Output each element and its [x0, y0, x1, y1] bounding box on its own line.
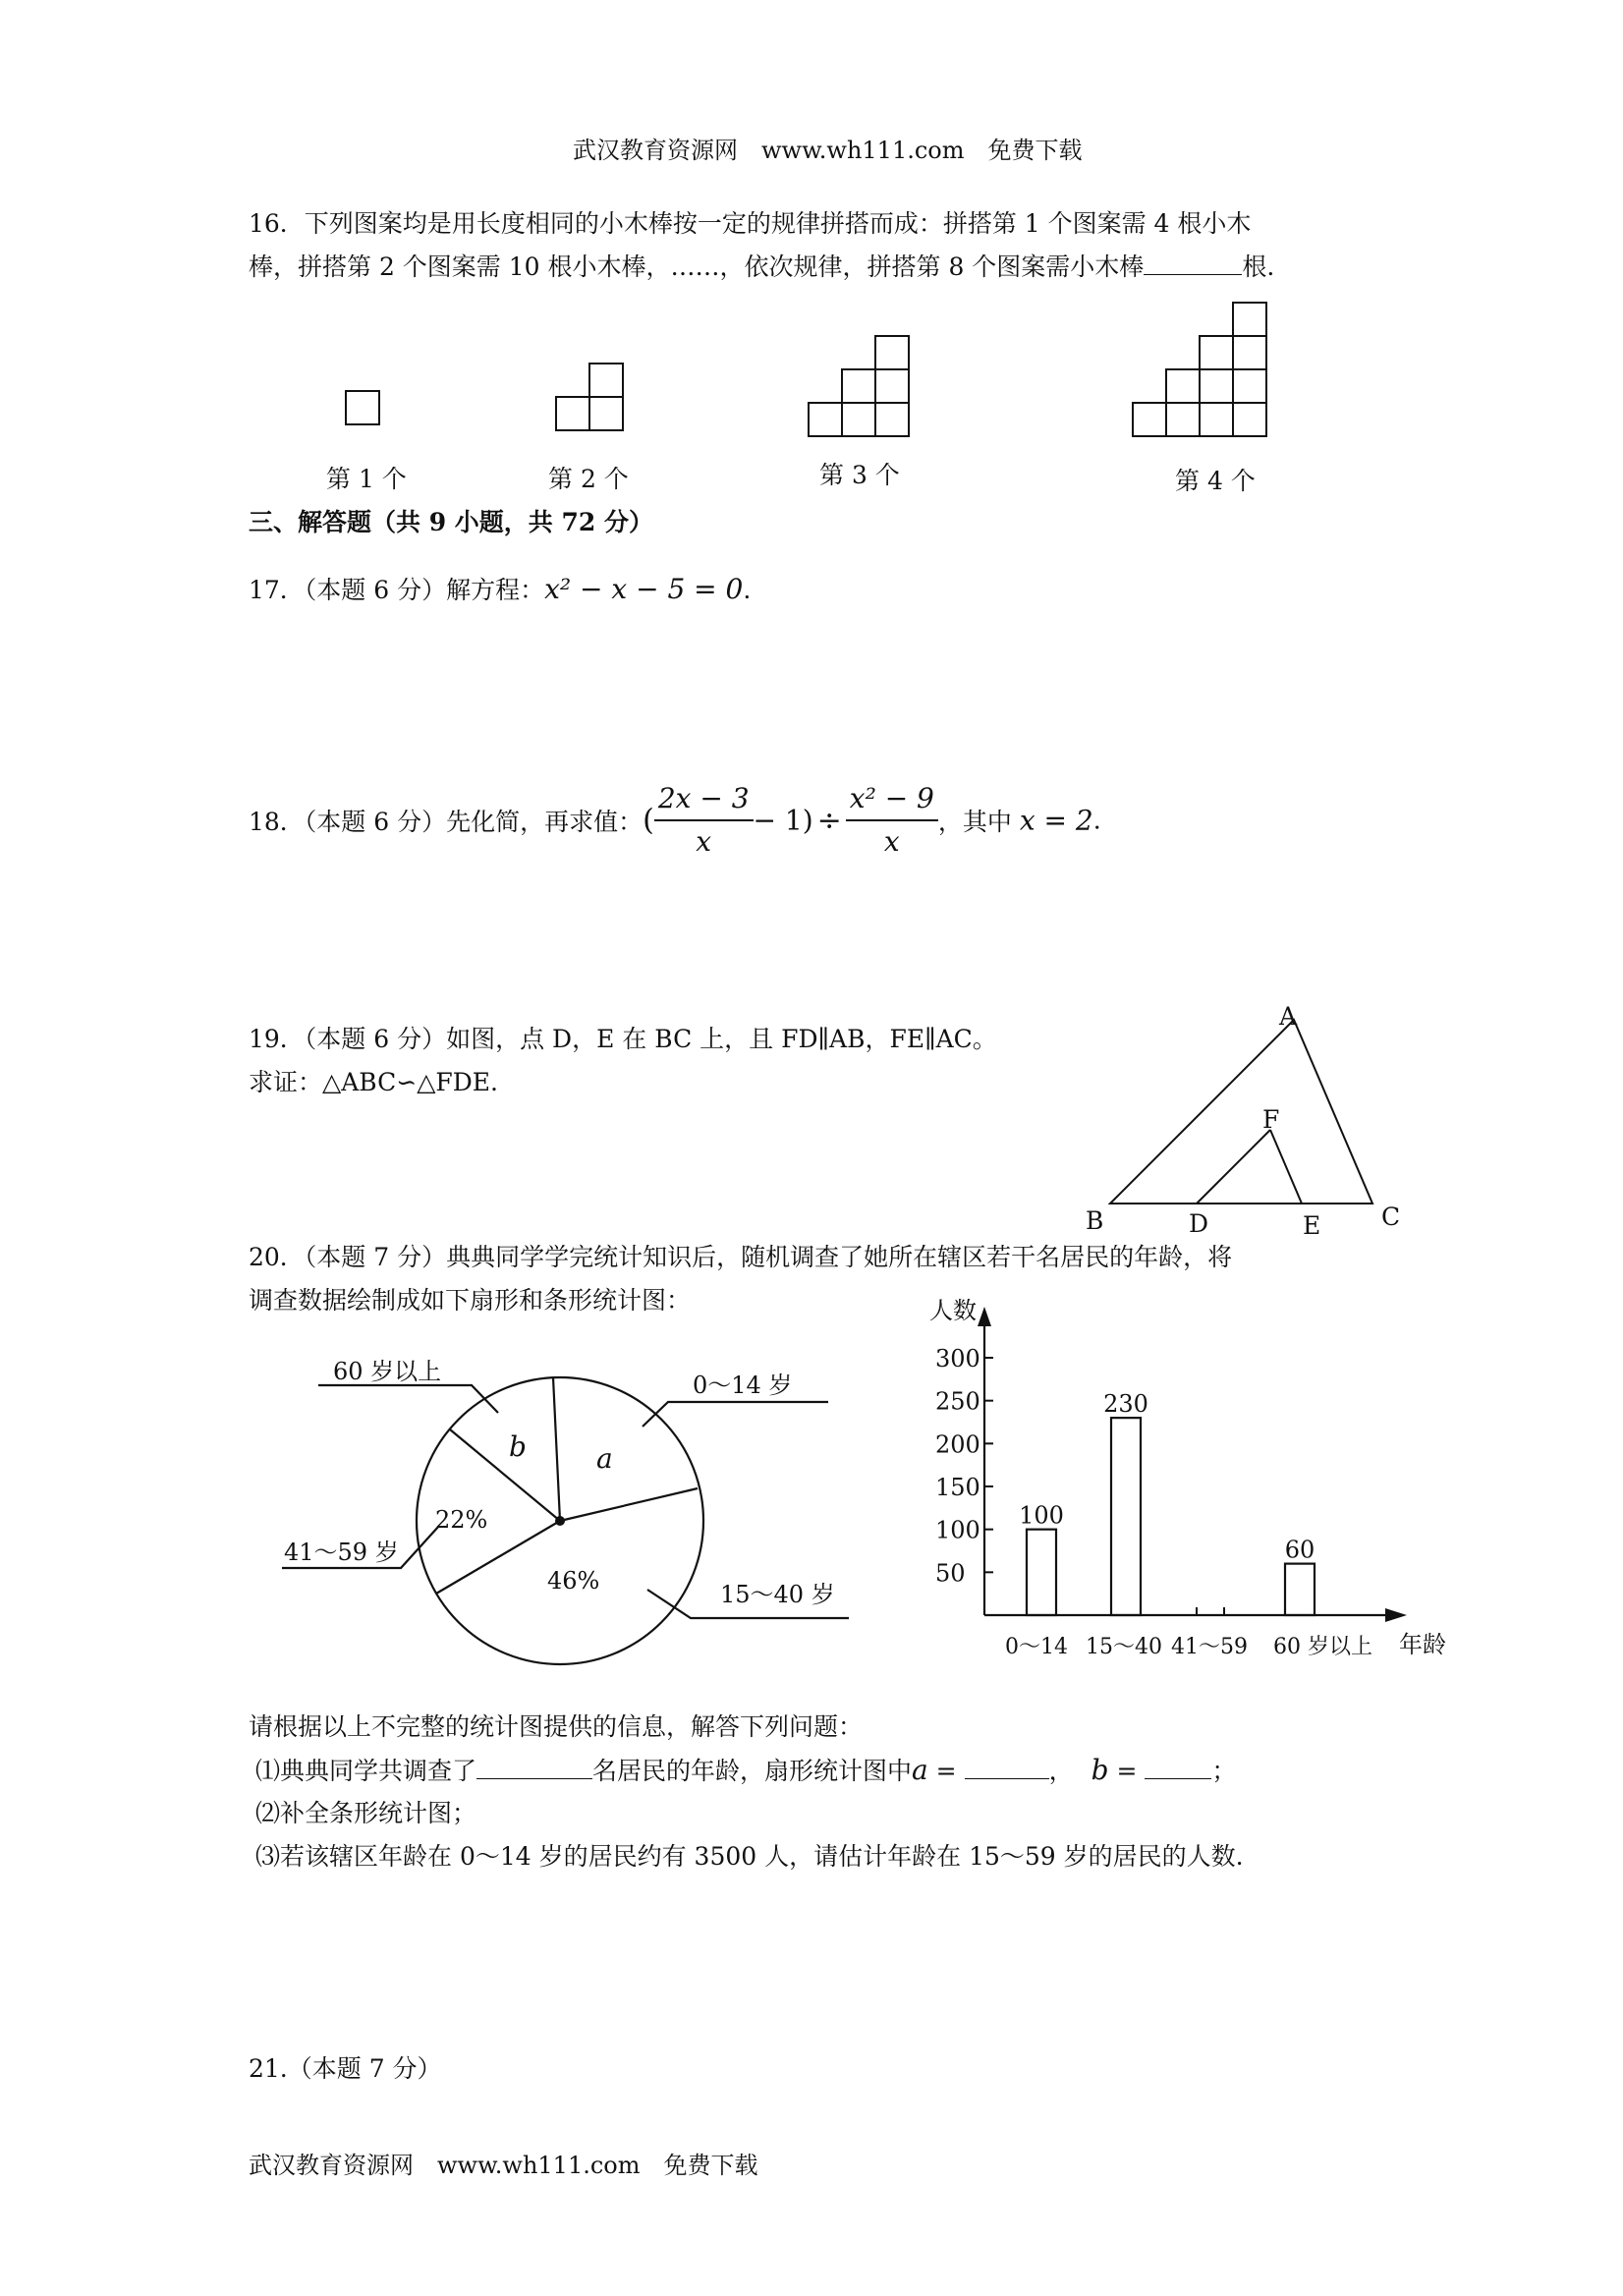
caption-pattern-2: 第 2 个: [548, 465, 629, 493]
label-f: F: [1262, 1105, 1280, 1134]
q20-sub1: [255, 1749, 1236, 1793]
section-title: 三、解答题（共 9 小题，共 72 分）: [249, 508, 654, 536]
q20-sub1-comma: ，: [1048, 1757, 1074, 1785]
q18-end: .: [1092, 806, 1101, 835]
q17-suffix: .: [743, 576, 752, 604]
y-tick-label: 300: [935, 1345, 980, 1372]
pie-label-15-40: 15～40 岁: [720, 1581, 835, 1608]
q20-sub1-text-b: 名居民的年龄，扇形统计图中: [592, 1757, 913, 1785]
answer-blank-a[interactable]: [965, 1757, 1049, 1779]
q18-frac2-numerator: x² − 9: [846, 782, 938, 821]
equals-a: =: [927, 1757, 965, 1785]
q18-frac1-numerator: 2x − 3: [654, 782, 754, 821]
y-axis-arrow: [978, 1307, 991, 1326]
x-category-label: 15～40: [1086, 1635, 1162, 1659]
pie-sector-b: b: [509, 1430, 527, 1463]
equals-b: =: [1108, 1757, 1146, 1785]
pie-label-41-59: 41～59 岁: [284, 1539, 399, 1566]
bar: [1285, 1564, 1315, 1615]
caption-pattern-3: 第 3 个: [819, 461, 900, 489]
label-a: A: [1279, 1002, 1298, 1031]
q18-frac2-denominator: x: [883, 825, 900, 858]
q20-sub3: ⑶若该辖区年龄在 0～14 岁的居民约有 3500 人，请估计年龄在 15～59 岁的居民的人数.: [255, 1842, 1244, 1871]
y-tick-label: 250: [935, 1387, 980, 1416]
q19-line2: 求证：△ABC∽△FDE.: [249, 1068, 499, 1096]
y-tick-label: 50: [935, 1559, 966, 1588]
q20-sub1-text-a: ⑴典典同学共调查了: [255, 1757, 477, 1785]
q20-line2: 调查数据绘制成如下扇形和条形统计图：: [249, 1286, 692, 1315]
pie-sector-46: 46%: [547, 1567, 600, 1595]
bar: [1027, 1530, 1056, 1615]
q18-minus-one: − 1): [753, 804, 813, 837]
var-a: a: [912, 1754, 928, 1786]
x-category-label: 41～59: [1171, 1635, 1248, 1659]
label-e: E: [1303, 1211, 1321, 1240]
q18-divide: ÷: [816, 803, 842, 838]
q18-suffix: ，其中: [937, 808, 1020, 836]
pie-label-0-14: 0～14 岁: [693, 1372, 793, 1399]
pie-label-60-plus: 60 岁以上: [333, 1358, 442, 1385]
bar-data-label: 230: [1103, 1390, 1148, 1419]
q19-line1: 19．（本题 6 分）如图，点 D，E 在 BC 上，且 FD∥AB，FE∥AC。: [249, 1025, 997, 1053]
q20-sub2: ⑵补全条形统计图；: [255, 1799, 477, 1827]
caption-pattern-1: 第 1 个: [326, 465, 407, 493]
var-b: b: [1091, 1754, 1109, 1786]
bar-data-label: 100: [1019, 1501, 1064, 1530]
q20-line1: 20．（本题 7 分）典典同学学完统计知识后，随机调查了她所在辖区若干名居民的年龄，将: [249, 1243, 1233, 1271]
y-axis-title: 人数: [929, 1297, 977, 1324]
answer-blank-total[interactable]: [476, 1757, 592, 1779]
q18-frac1-denominator: x: [696, 825, 712, 858]
q20-sub1-end: ；: [1211, 1757, 1237, 1785]
pie-sector-22: 22%: [435, 1506, 488, 1534]
q20-prompt: 请根据以上不完整的统计图提供的信息，解答下列问题：: [249, 1712, 864, 1741]
q18-open-paren: (: [643, 803, 654, 838]
pie-sector-a: a: [596, 1442, 613, 1475]
x-axis-arrow: [1385, 1608, 1407, 1622]
q16-line2-end: 根.: [1242, 252, 1275, 281]
label-d: D: [1189, 1209, 1209, 1238]
q18-prefix: 18．（本题 6 分）先化简，再求值：: [249, 808, 644, 836]
q16-line1: 16．下列图案均是用长度相同的小木棒按一定的规律拼搭而成：拼搭第 1 个图案需 4 根小木: [249, 209, 1252, 238]
page-footer: 武汉教育资源网 www.wh111.com 免费下载: [249, 2152, 758, 2179]
x-category-label: 0～14: [1005, 1635, 1068, 1659]
x-axis-title: 年龄: [1399, 1631, 1446, 1658]
q18-condition: x = 2: [1019, 804, 1093, 837]
q17-equation: x² − x − 5 = 0: [544, 573, 744, 605]
q16-line2-text: 棒，拼搭第 2 个图案需 10 根小木棒，……，依次规律，拼搭第 8 个图案需小木棒: [249, 252, 1145, 281]
q21: 21.（本题 7 分）: [249, 2054, 442, 2083]
label-c: C: [1381, 1203, 1401, 1231]
y-tick-label: 150: [935, 1474, 980, 1501]
bar: [1111, 1418, 1141, 1615]
caption-pattern-4: 第 4 个: [1175, 467, 1256, 495]
y-tick-label: 200: [935, 1430, 980, 1459]
q17-prefix: 17．（本题 6 分）解方程：: [249, 576, 545, 604]
bar-data-label: 60: [1284, 1536, 1315, 1564]
answer-blank-b[interactable]: [1145, 1757, 1211, 1779]
x-category-label: 60 岁以上: [1273, 1635, 1372, 1659]
page-header: 武汉教育资源网 www.wh111.com 免费下载: [573, 137, 1083, 164]
label-b: B: [1086, 1206, 1104, 1235]
y-tick-label: 100: [935, 1516, 980, 1544]
